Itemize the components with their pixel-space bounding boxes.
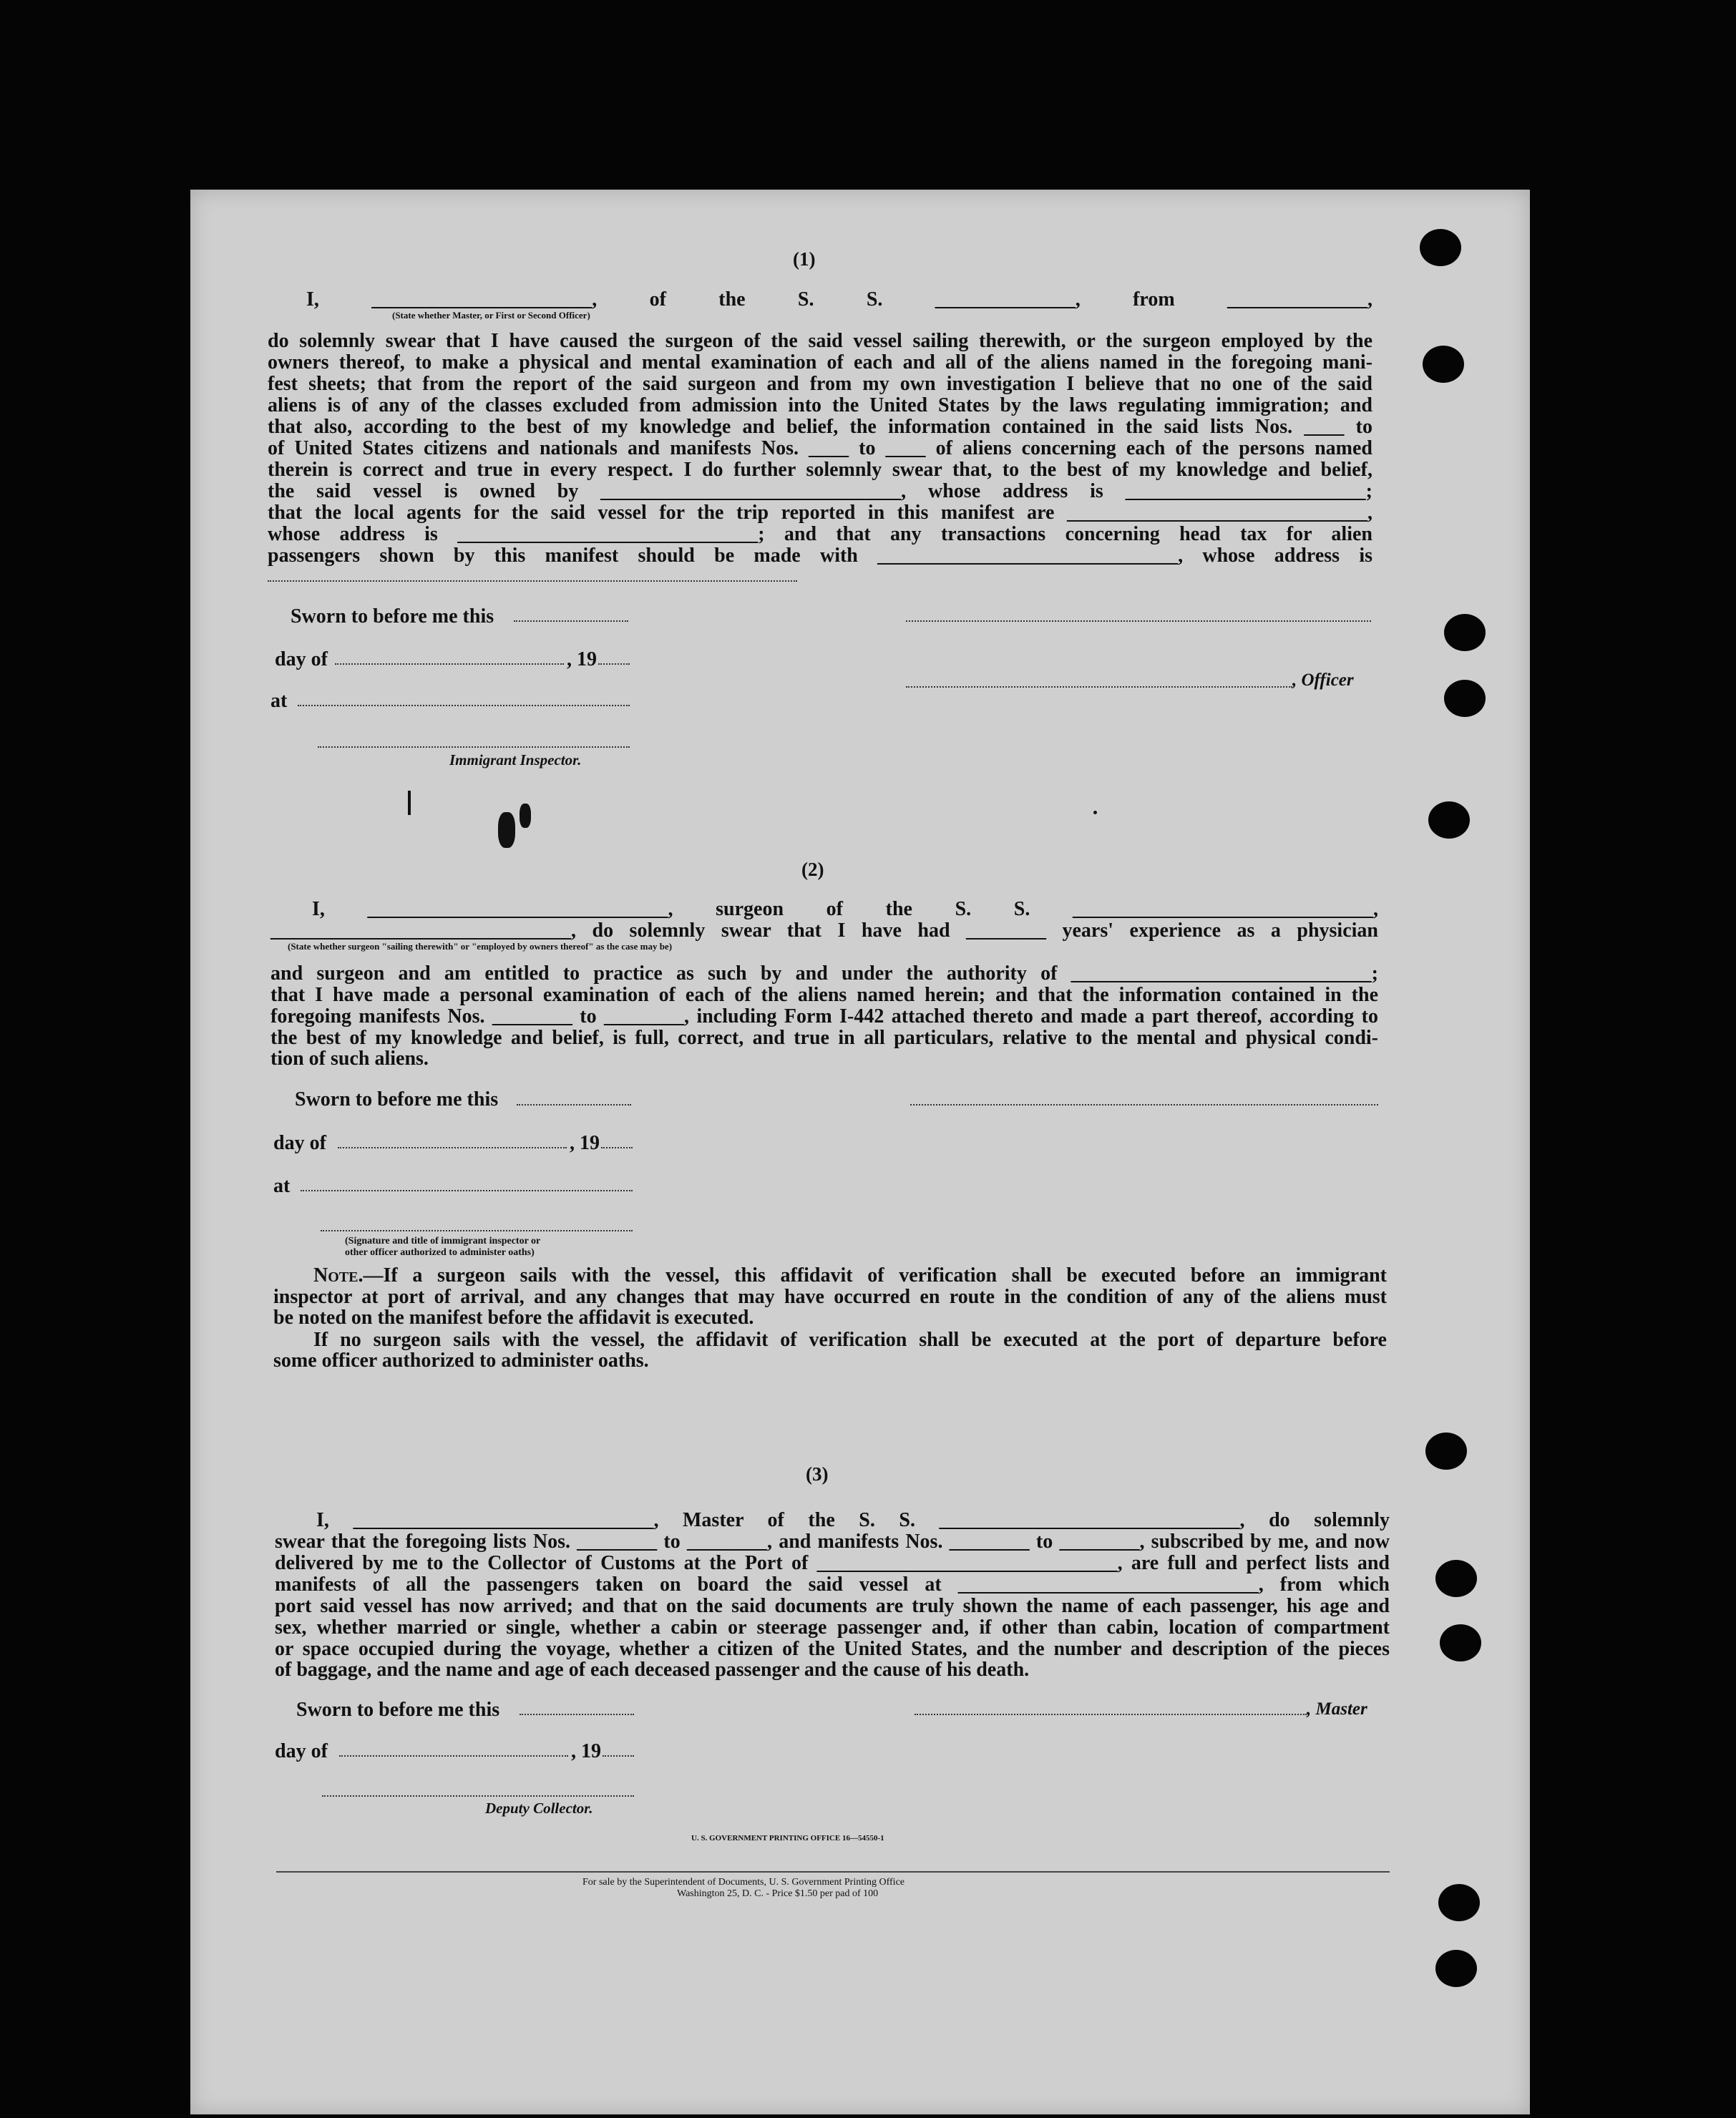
section-3-line: or space occupied during the voyage, whether a citizen of the United States, and the number and description of the pieces (275, 1638, 1390, 1660)
inspector-line (321, 1230, 633, 1231)
officer-label: , Officer (1292, 670, 1354, 690)
section-3-line: manifests of all the passengers taken on board the said vessel at ______________________________, from which (275, 1573, 1390, 1596)
section-1-line: I, ______________________, of the S. S. ______________, from ______________, (306, 288, 1372, 311)
note-line: be noted on the manifest before the affidavit is executed. (273, 1307, 754, 1329)
note-text: —If a surgeon sails with the vessel, this affidavit of verification shall be executed before an immigrant (363, 1264, 1387, 1287)
officer-signature-line (906, 620, 1371, 622)
punch-hole (1438, 1884, 1480, 1921)
section-1-line: of United States citizens and nationals and manifests Nos. ____ to ____ of aliens concerning each of the persons named (268, 437, 1372, 459)
section-2-line: the best of my knowledge and belief, is full, correct, and true in all particulars, relative to the mental and physical condi- (270, 1027, 1378, 1049)
inspector-line (318, 746, 630, 748)
sworn-label: Sworn to before me this (296, 1699, 500, 1721)
day-of-label: day of (275, 1740, 328, 1762)
form-page (190, 190, 1530, 2114)
section-1-line: therein is correct and true in every respect. I do further solemnly swear that, to the best of my knowledge and belief, (268, 459, 1372, 481)
section-2-line: and surgeon and am entitled to practice as such by and under the authority of ______________________________; (270, 962, 1378, 985)
note-label: Note. (313, 1264, 364, 1287)
signature-caption: other officer authorized to administer oaths) (345, 1247, 535, 1258)
section-1-line: the said vessel is owned by ______________________________, whose address is ________________________; (268, 480, 1372, 502)
footer-price-line: Washington 25, D. C. - Price $1.50 per pad of 100 (677, 1888, 879, 1899)
sworn-line (520, 1714, 634, 1715)
signature-caption: (Signature and title of immigrant inspector or (345, 1236, 541, 1246)
note-line: some officer authorized to administer oaths. (273, 1350, 649, 1372)
inspector-label: Immigrant Inspector. (449, 751, 582, 768)
section-1-number: (1) (793, 248, 816, 270)
section-1-line: whose address is ______________________________; and that any transactions concerning head tax for alien (268, 523, 1372, 545)
at-line (301, 1190, 633, 1191)
day-of-label: day of (275, 648, 328, 670)
section-2-number: (2) (801, 859, 824, 880)
punch-hole (1423, 346, 1464, 383)
punch-hole (1435, 1950, 1477, 1987)
master-signature-line (915, 1714, 1307, 1715)
day-line (338, 1147, 567, 1148)
day-line (339, 1755, 568, 1757)
section-2-line: ______________________________, do solemnly swear that I have had ________ years' experience as a physician (270, 919, 1378, 942)
printer-line-text: U. S. GOVERNMENT PRINTING OFFICE 16—54550-1 (691, 1834, 884, 1843)
punch-hole (1425, 1433, 1467, 1470)
year-value: 19 (580, 1132, 600, 1154)
year-line (601, 1147, 633, 1148)
section-3-line: delivered by me to the Collector of Customs at the Port of ______________________________, are full and perfect lists and (275, 1552, 1390, 1574)
year-label: , 19 (567, 648, 597, 670)
note-line: inspector at port of arrival, and any changes that may have occurred en route in the condition of any of the aliens must (273, 1286, 1387, 1308)
section-1-line: that also, according to the best of my knowledge and belief, the information contained in the said lists Nos. ____ to (268, 416, 1372, 438)
section-1-line: that the local agents for the said vessel for the trip reported in this manifest are ______________________________, (268, 502, 1372, 524)
punch-hole (1435, 1560, 1477, 1597)
ink-blot (520, 804, 531, 828)
year-value: 19 (581, 1740, 601, 1762)
master-label: , Master (1307, 1699, 1367, 1719)
footer-rule (276, 1871, 1390, 1873)
section-1-line: fest sheets; that from the report of the said surgeon and from my own investigation I believe that no one of the said (268, 373, 1372, 395)
punch-hole (1420, 229, 1461, 266)
punch-hole (1444, 680, 1486, 717)
section-3-number: (3) (806, 1463, 829, 1485)
section-1-line: passengers shown by this manifest should be made with ______________________________, whose address is (268, 545, 1372, 567)
section-1-line: do solemnly swear that I have caused the surgeon of the said vessel sailing therewith, or the surgeon employed by the (268, 330, 1372, 352)
section-1-line: aliens is of any of the classes excluded from admission into the United States by the laws regulating immigration; and (268, 394, 1372, 416)
deputy-label: Deputy Collector. (485, 1800, 593, 1817)
year-line (603, 1755, 634, 1757)
note-line (313, 1264, 1387, 1287)
address-line (268, 580, 797, 582)
at-label: at (270, 690, 288, 712)
at-label: at (273, 1175, 291, 1197)
section-2-line: tion of such aliens. (270, 1048, 429, 1070)
section-3-line: swear that the foregoing lists Nos. ________ to ________, and manifests Nos. ________ to ________, subscribed by me, and now (275, 1531, 1390, 1553)
pencil-mark (1093, 811, 1097, 814)
pencil-mark (408, 791, 411, 815)
year-label: , 19 (571, 1740, 601, 1762)
sworn-line (517, 1104, 631, 1106)
ink-blot (498, 812, 515, 848)
day-of-label: day of (273, 1132, 326, 1154)
footer-sale-line: For sale by the Superintendent of Documents, U. S. Government Printing Office (582, 1877, 904, 1888)
note-line: If no surgeon sails with the vessel, the affidavit of verification shall be executed at the port of departure before (313, 1329, 1387, 1351)
sworn-label: Sworn to before me this (291, 605, 494, 628)
punch-hole (1428, 801, 1470, 839)
punch-hole (1440, 1624, 1481, 1661)
section-3-line: I, ______________________________, Master of the S. S. ______________________________, do solemnly (316, 1509, 1390, 1531)
at-line (298, 705, 630, 706)
day-line (335, 663, 564, 665)
year-value: 19 (577, 648, 597, 670)
year-line (598, 663, 630, 665)
officer-line (906, 686, 1292, 688)
section-2-line: foregoing manifests Nos. ________ to ________, including Form I-442 attached thereto and made a part thereof, according to (270, 1005, 1378, 1028)
punch-hole (1444, 614, 1486, 651)
section-1-line: owners thereof, to make a physical and mental examination of each and all of the aliens named in the foregoing mani- (268, 351, 1372, 374)
section-3-line: port said vessel has now arrived; and that on the said documents are truly shown the name of each passenger, his age and (275, 1595, 1390, 1617)
section-2-line: I, ______________________________, surgeon of the S. S. ______________________________, (312, 898, 1378, 920)
year-label: , 19 (570, 1132, 600, 1154)
section-3-line: of baggage, and the name and age of each deceased passenger and the cause of his death. (275, 1659, 1030, 1681)
sworn-label: Sworn to before me this (295, 1088, 499, 1111)
master-caption: (State whether Master, or First or Second Officer) (392, 310, 590, 321)
section-3-line: sex, whether married or single, whether a cabin or steerage passenger and, if other than cabin, location of compartment (275, 1616, 1390, 1639)
sworn-line (514, 620, 628, 622)
surgeon-signature-line (910, 1104, 1378, 1106)
section-2-line: that I have made a personal examination of each of the aliens named herein; and that the information contained in the (270, 984, 1378, 1006)
surgeon-caption: (State whether surgeon "sailing therewith" or "employed by owners thereof" as the case may be) (288, 941, 673, 952)
collector-line (322, 1795, 634, 1797)
